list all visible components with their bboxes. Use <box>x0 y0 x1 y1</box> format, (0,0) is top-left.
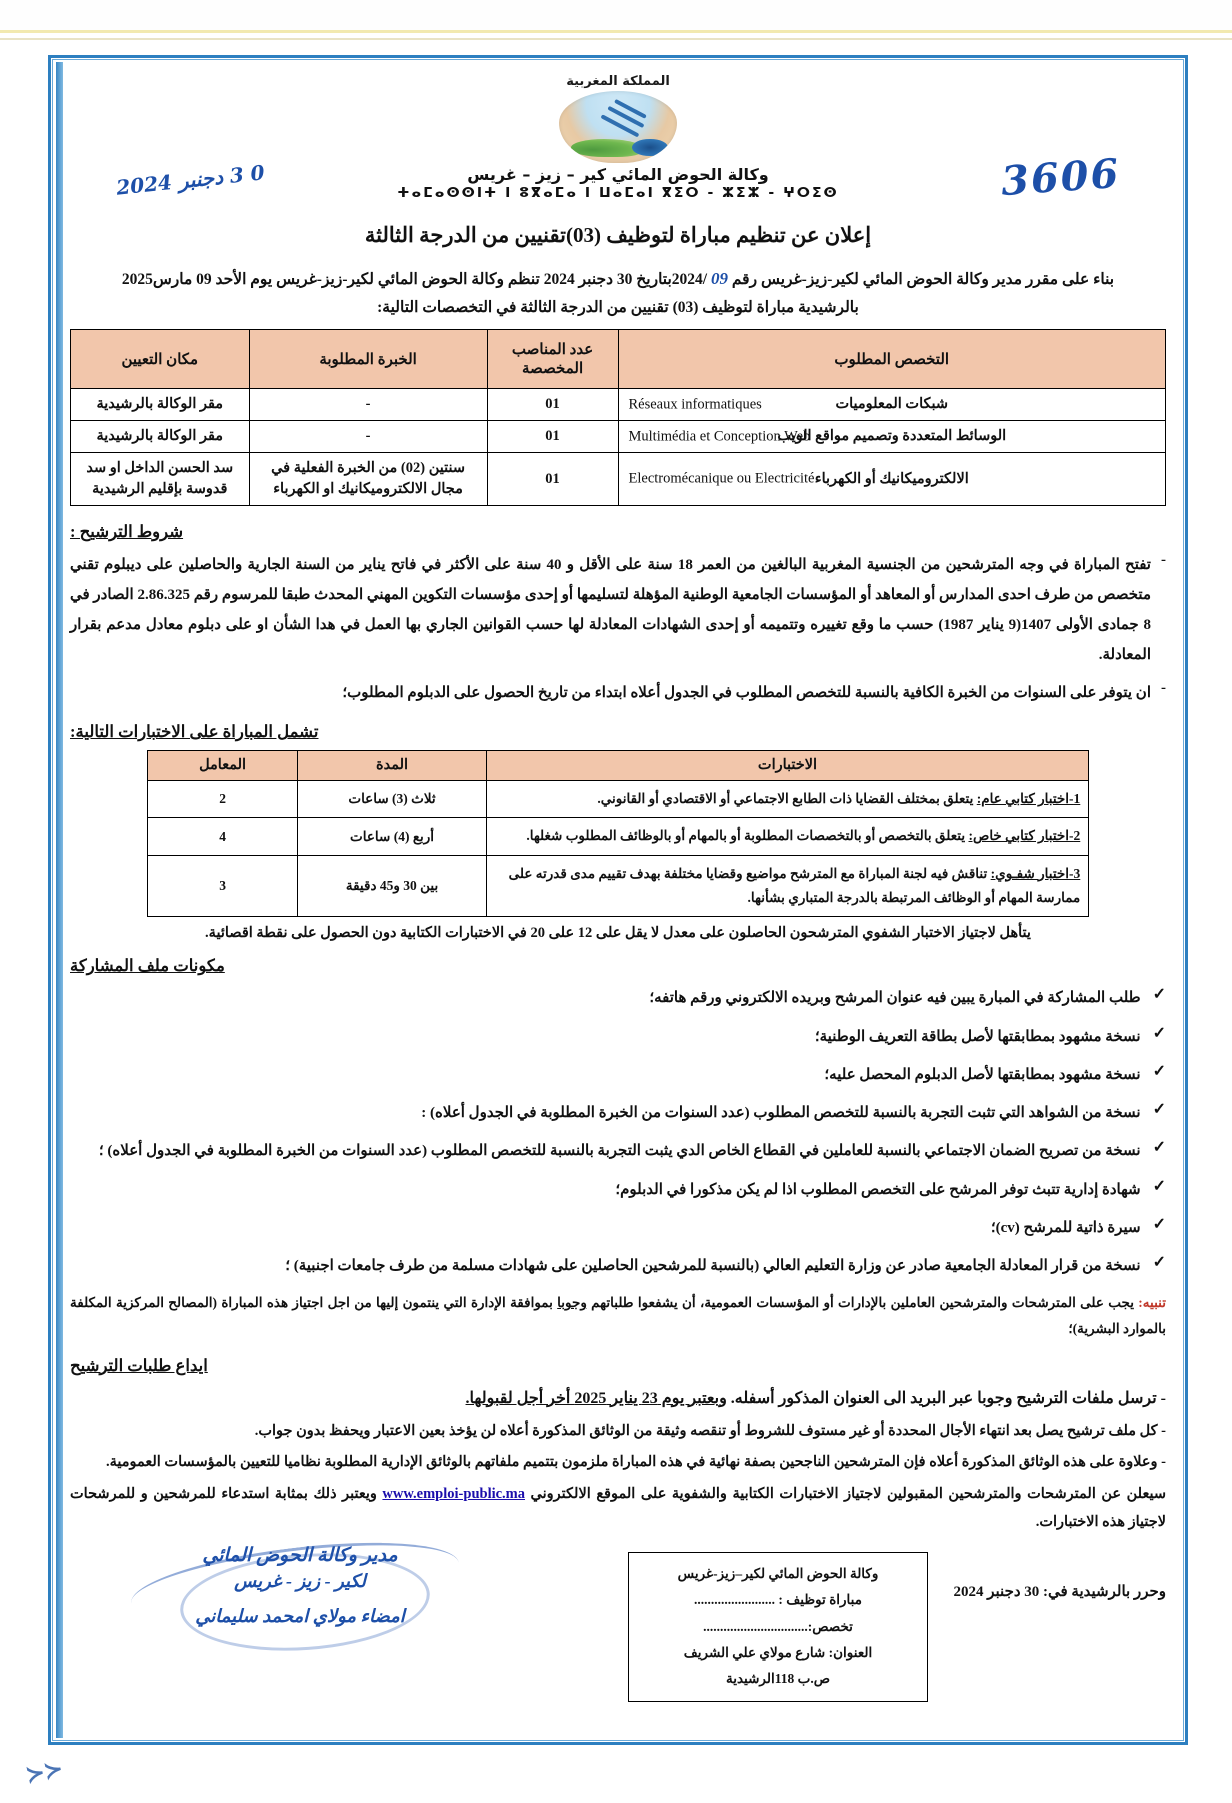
signature-block <box>90 1544 510 1694</box>
deposit-heading: ايداع طلبات الترشيح <box>70 1355 208 1375</box>
jobs-cell-place: سد الحسن الداخل او سد قدوسة بإقليم الرشيدية <box>71 453 250 506</box>
list-item <box>70 1176 1166 1205</box>
check-icon: ✓ <box>1152 1139 1166 1157</box>
jobs-cell-place: مقر الوكالة بالرشيدية <box>71 389 250 421</box>
table-row <box>147 818 1089 855</box>
check-icon: ✓ <box>1152 1101 1166 1118</box>
deposit-line-2: - كل ملف ترشيح يصل بعد انتهاء الأجال المحددة أو غير مستوف للشروط أو تنقصه وثيقة من الوثائق المذكورة أعلاه لن يؤخذ بعين الاعتبار ويحفظ بدون جواب. <box>254 1422 1166 1439</box>
address-line-2: مباراة توظيف : ........................ <box>694 1592 862 1608</box>
list-item <box>70 1099 1166 1128</box>
signature-line-1: مدير وكالة الحوض المائي <box>202 1545 398 1567</box>
conditions-list <box>70 550 1166 708</box>
file-components-list <box>70 984 1166 1281</box>
file-component-text: شهادة إدارية تتبث توفر المرشح على التخصص المطلوب اذا لم يكن مذكورا في الدبلوم؛ <box>615 1181 1141 1198</box>
exam-coefficient: 3 <box>147 855 298 917</box>
condition-text: تفتح المباراة في وجه المترشحين من الجنسية المغربية البالغين من العمر 18 سنة على الأقل و 40 سنة على الأكثر في فاتح يناير من السنة الجارية والحاصلين على ديبلوم تقني متخصص من طرف احدى المدارس أو المعاهد أو المؤسسات الجامعية الوطنية المؤهلة لتسليمها أو إحدى مؤسسات التكوين المهني المحدث طبقا للمرسوم رقم 2.86.325 الصادر في 8 جمادى الأولى 1407(9 يناير 1987) حسب ما وقع تغييره وتتميمه أو إحدى الشهادات المعادلة لها حسب القوانين الجاري بها العمل في هدا الشأن او على دبلوم معادل مدعم بقرار المعادلة. <box>70 557 1151 664</box>
document-footer <box>70 1545 1166 1702</box>
exam-label-bold: 2-اختبار كتابي خاص: <box>968 828 1081 844</box>
signature-line-3: امضاء مولاي امحمد سليماني <box>195 1606 405 1627</box>
handwritten-decision-number: 09 <box>710 269 728 288</box>
scan-edge-line-1 <box>0 30 1232 33</box>
exams-table-head <box>147 751 1089 781</box>
exam-label-bold: 1-اختبار كتابي عام: <box>976 791 1081 807</box>
handwritten-register-number: 3606 <box>999 149 1122 206</box>
jobs-cell-experience: سنتين (02) من الخبرة الفعلية في مجال الالكتروميكانيك او الكهرباء <box>249 453 487 506</box>
intro-line2: بالرشيدية مباراة لتوظيف (03) تقنيين من الدرجة الثالثة في التخصصات التالية: <box>377 299 859 316</box>
check-icon: ✓ <box>1152 1062 1166 1080</box>
list-item <box>70 1061 1166 1090</box>
file-components-heading: مكونات ملف المشاركة <box>70 956 225 976</box>
jobs-table <box>70 329 1166 506</box>
exam-duration: ثلاث (3) ساعات <box>298 781 486 818</box>
address-line-3: تخصص:............................... <box>703 1618 853 1634</box>
scan-corner-mark: ≺≺ <box>23 1755 65 1788</box>
specialty-french: Electromécanique ou Electricité <box>628 470 815 487</box>
warning-tag: تنبيه: <box>1138 1295 1166 1311</box>
file-component-text: طلب المشاركة في المبارة يبين فيه عنوان المرشح وبريده الالكتروني ورقم هاتفه؛ <box>649 990 1141 1007</box>
deposit-deadline: وبعتبر يوم 23 يناير 2025 أخر أجل لقبولها. <box>465 1389 727 1407</box>
issued-date: وحرر بالرشيدية في: 30 دجنبر 2024 <box>953 1584 1166 1601</box>
check-icon: ✓ <box>1152 986 1166 1004</box>
jobs-header-positions: عدد المناصب المخصصة <box>487 330 618 389</box>
jobs-header-place: مكان التعيين <box>71 330 250 389</box>
exam-label-rest: يتعلق بالتخصص أو بالتخصصات المطلوبة أو بالمهام أو بالوظائف المطلوب شغلها. <box>526 828 969 844</box>
logo-bowl-shape <box>559 91 677 163</box>
kingdom-title: المملكة المغربية <box>566 74 670 89</box>
warning-text-b: بموافقة الإدارة التي ينتمون إليها من اجل اجتياز هذه المباراة (المصالح المركزية المكلفة بالموارد البشرية)؛ <box>70 1295 1166 1336</box>
exam-coefficient: 4 <box>147 818 298 855</box>
exams-header-tests: الاختبارات <box>486 751 1089 781</box>
check-icon: ✓ <box>1152 1024 1166 1042</box>
specialty-arabic: شبكات المعلوميات <box>835 396 949 412</box>
exams-table-header-row <box>147 751 1089 781</box>
address-line-1: وكالة الحوض المائي لكير–زيز-غريس <box>677 1566 879 1582</box>
handwritten-received-date: 0 3 دجنبر 2024 <box>115 160 266 200</box>
agency-name-tifinagh: ⵜⴰⵎⴰⵙⵙⵏⵜ ⵏ ⵓⴳⴰⵎⴰ ⵏ ⵡⴰⵎⴰⵏ ⴳⵉⵔ - ⵣⵉⵣ - ⵖⵔⵉⵙ <box>397 185 839 201</box>
list-item <box>70 678 1166 708</box>
file-component-text: نسخة مشهود بمطابقتها لأصل الدبلوم المحصل عليه؛ <box>824 1066 1141 1083</box>
check-icon: ✓ <box>1152 1177 1166 1195</box>
scan-edge-line-2 <box>0 38 1232 40</box>
bullet-dash-icon: - <box>1161 680 1166 697</box>
specialty-french: Réseaux informatiques <box>628 396 762 412</box>
exam-label <box>486 818 1089 855</box>
file-component-text: سيرة ذاتية للمرشح (cv)؛ <box>990 1219 1141 1236</box>
exam-label <box>486 781 1089 818</box>
intro-line1-part-a: بناء على مقرر مدير وكالة الحوض المائي لكير-زيز-غريس رقم <box>731 271 1115 288</box>
intro-line1-part-b: /2024بتاريخ 30 دجنبر 2024 تنظم وكالة الحوض المائي لكير-زيز-غريس يوم الأحد 09 مارس2025 <box>121 271 708 288</box>
deposit-line-3: - وعلاوة على هذه الوثائق المذكورة أعلاه فإن المترشحين الناجحين بصفة نهائية في هذه المباراة ملزمون بتتميم ملفاتهم بالوثائق الإدارية المطلوبة نظاميا للتعيين بالمؤسسات العمومية. <box>105 1454 1166 1471</box>
specialty-french: Multimédia et Conception Web <box>628 428 811 445</box>
logo-blue-water <box>632 139 667 156</box>
exam-label-rest: تناقش فيه لجنة المباراة مع المترشح مواضيع وقضايا مختلفة بهدف تقييم مدى قدرته على ممارسة المهام أو الوظائف المرتبطة بالدرجة المتباري بشأنها. <box>508 865 1081 905</box>
logo-stroke-icon <box>601 114 640 137</box>
check-icon: ✓ <box>1152 1254 1166 1271</box>
jobs-cell-positions: 01 <box>487 389 618 421</box>
table-row <box>147 855 1089 917</box>
address-box <box>628 1552 928 1702</box>
list-item <box>70 1214 1166 1243</box>
jobs-table-body <box>71 389 1166 506</box>
exam-coefficient: 2 <box>147 781 298 818</box>
jobs-header-experience: الخبرة المطلوبة <box>249 330 487 389</box>
warning-text-a: يجب على المترشحات والمترشحين العاملين بالإدارات أو المؤسسات العمومية، أن يشفعوا طلباتهم <box>586 1295 1139 1311</box>
emploi-public-link[interactable]: www.emploi-public.ma <box>382 1486 526 1503</box>
exams-note: يتأهل لاجتياز الاختبار الشفوي المترشحون الحاصلون على معدل لا يقل على 12 على 20 في الاختبارات الكتابية دون الحصول على نقطة اقصائية. <box>205 925 1031 942</box>
exam-label <box>486 855 1089 917</box>
file-component-text: نسخة من الشواهد التي تثبت التجربة بالنسبة للتخصص المطلوب (عدد السنوات من الخبرة المطلوبة في الجدول أعلاه) : <box>421 1105 1141 1121</box>
list-item <box>70 550 1166 670</box>
exams-header-coefficient: المعامل <box>147 751 298 781</box>
conditions-heading: شروط الترشيح : <box>70 522 184 542</box>
exam-label-bold: 3-اختبار شفـوي: <box>990 865 1081 881</box>
address-line-5: ص.ب 118الرشيدية <box>725 1671 831 1687</box>
logo-stroke-icon <box>608 106 645 128</box>
address-line-4: العنوان: شارع مولاي علي الشريف <box>683 1645 873 1661</box>
jobs-cell-experience: - <box>249 421 487 453</box>
deposit-line-4-b: ويعتبر ذلك بمثابة استدعاء للمرشحين و للمرشحات لاجتياز هذه الاختبارات. <box>70 1486 1166 1530</box>
list-item <box>70 1023 1166 1052</box>
page-title: إعلان عن تنظيم مباراة لتوظيف (03)تقنيين من الدرجة الثالثة <box>364 223 872 247</box>
table-row <box>71 421 1166 453</box>
condition-text: ان يتوفر على السنوات من الخبرة الكافية بالنسبة للتخصص المطلوب في الجدول أعلاه ابتداء من تاريخ الحصول على الدبلوم المطلوب؛ <box>342 685 1151 702</box>
file-component-text: نسخة من تصريح الضمان الاجتماعي بالنسبة للعاملين في القطاع الخاص الدي يثبت التجربة بالنسبة للتخصص المطلوب (عدد السنوات من الخبرة المطلوبة في الجدول أعلاه) ؛ <box>98 1143 1141 1160</box>
jobs-header-specialty: التخصص المطلوب <box>618 330 1166 389</box>
jobs-cell-specialty <box>618 453 1166 506</box>
exam-duration: أربع (4) ساعات <box>298 818 486 855</box>
list-item <box>70 984 1166 1013</box>
water-basin-agency-logo <box>559 91 677 163</box>
deposit-line-1 <box>70 1384 1166 1414</box>
exams-table <box>147 750 1090 917</box>
check-icon: ✓ <box>1152 1215 1166 1233</box>
table-row <box>71 453 1166 506</box>
document-content <box>70 68 1166 1702</box>
warning-text-emphasis: وجوبا <box>557 1295 587 1311</box>
bullet-dash-icon: - <box>1161 552 1166 569</box>
jobs-cell-specialty <box>618 421 1166 453</box>
list-item <box>70 1252 1166 1281</box>
jobs-table-header-row <box>71 330 1166 389</box>
exams-table-body <box>147 781 1089 917</box>
list-item <box>70 1137 1166 1166</box>
jobs-cell-place: مقر الوكالة بالرشيدية <box>71 421 250 453</box>
table-row <box>147 781 1089 818</box>
intro-paragraph <box>70 262 1166 296</box>
jobs-cell-positions: 01 <box>487 421 618 453</box>
jobs-cell-experience: - <box>249 389 487 421</box>
agency-name-arabic: وكالة الحوض المائي كير – زيز – غريس <box>467 165 769 184</box>
jobs-table-head <box>71 330 1166 389</box>
deposit-line-1-a: - ترسل ملفات الترشيح وجوبا عبر البريد الى العنوان المذكور أسفله. <box>726 1389 1166 1407</box>
specialty-arabic: الوسائط المتعددة وتصميم مواقع الويب <box>777 428 1007 445</box>
exams-heading: تشمل المباراة على الاختبارات التالية: <box>70 722 319 742</box>
exam-label-rest: يتعلق بمختلف القضايا ذات الطابع الاجتماعي أو الاقتصادي أو القانوني. <box>597 791 977 807</box>
scan-top-margin <box>0 0 1232 30</box>
file-component-text: نسخة من قرار المعادلة الجامعية صادر عن وزارة التعليم العالي (بالنسبة للمرشحين الحاصلين على شهادات مسلمة من طرف جامعات اجنبية) ؛ <box>285 1258 1141 1274</box>
specialty-arabic: الالكتروميكانيك أو الكهرباء <box>814 470 969 487</box>
document-frame-left-band <box>56 62 63 1738</box>
exams-header-duration: المدة <box>298 751 486 781</box>
jobs-cell-positions: 01 <box>487 453 618 506</box>
deposit-lines <box>70 1384 1166 1537</box>
jobs-cell-specialty <box>618 389 1166 421</box>
deposit-line-4 <box>70 1481 1166 1536</box>
file-component-text: نسخة مشهود بمطابقتها لأصل بطاقة التعريف الوطنية؛ <box>814 1028 1141 1045</box>
signature-line-2: لكير - زيز - غريس <box>234 1571 366 1592</box>
table-row <box>71 389 1166 421</box>
warning-note <box>70 1290 1166 1341</box>
deposit-line-4-a: سيعلن عن المترشحات والمترشحين المقبولين لاجتياز الاختبارات الكتابية والشفوية على الموقع الالكتروني <box>525 1486 1166 1503</box>
exam-duration: بين 30 و45 دقيقة <box>298 855 486 917</box>
